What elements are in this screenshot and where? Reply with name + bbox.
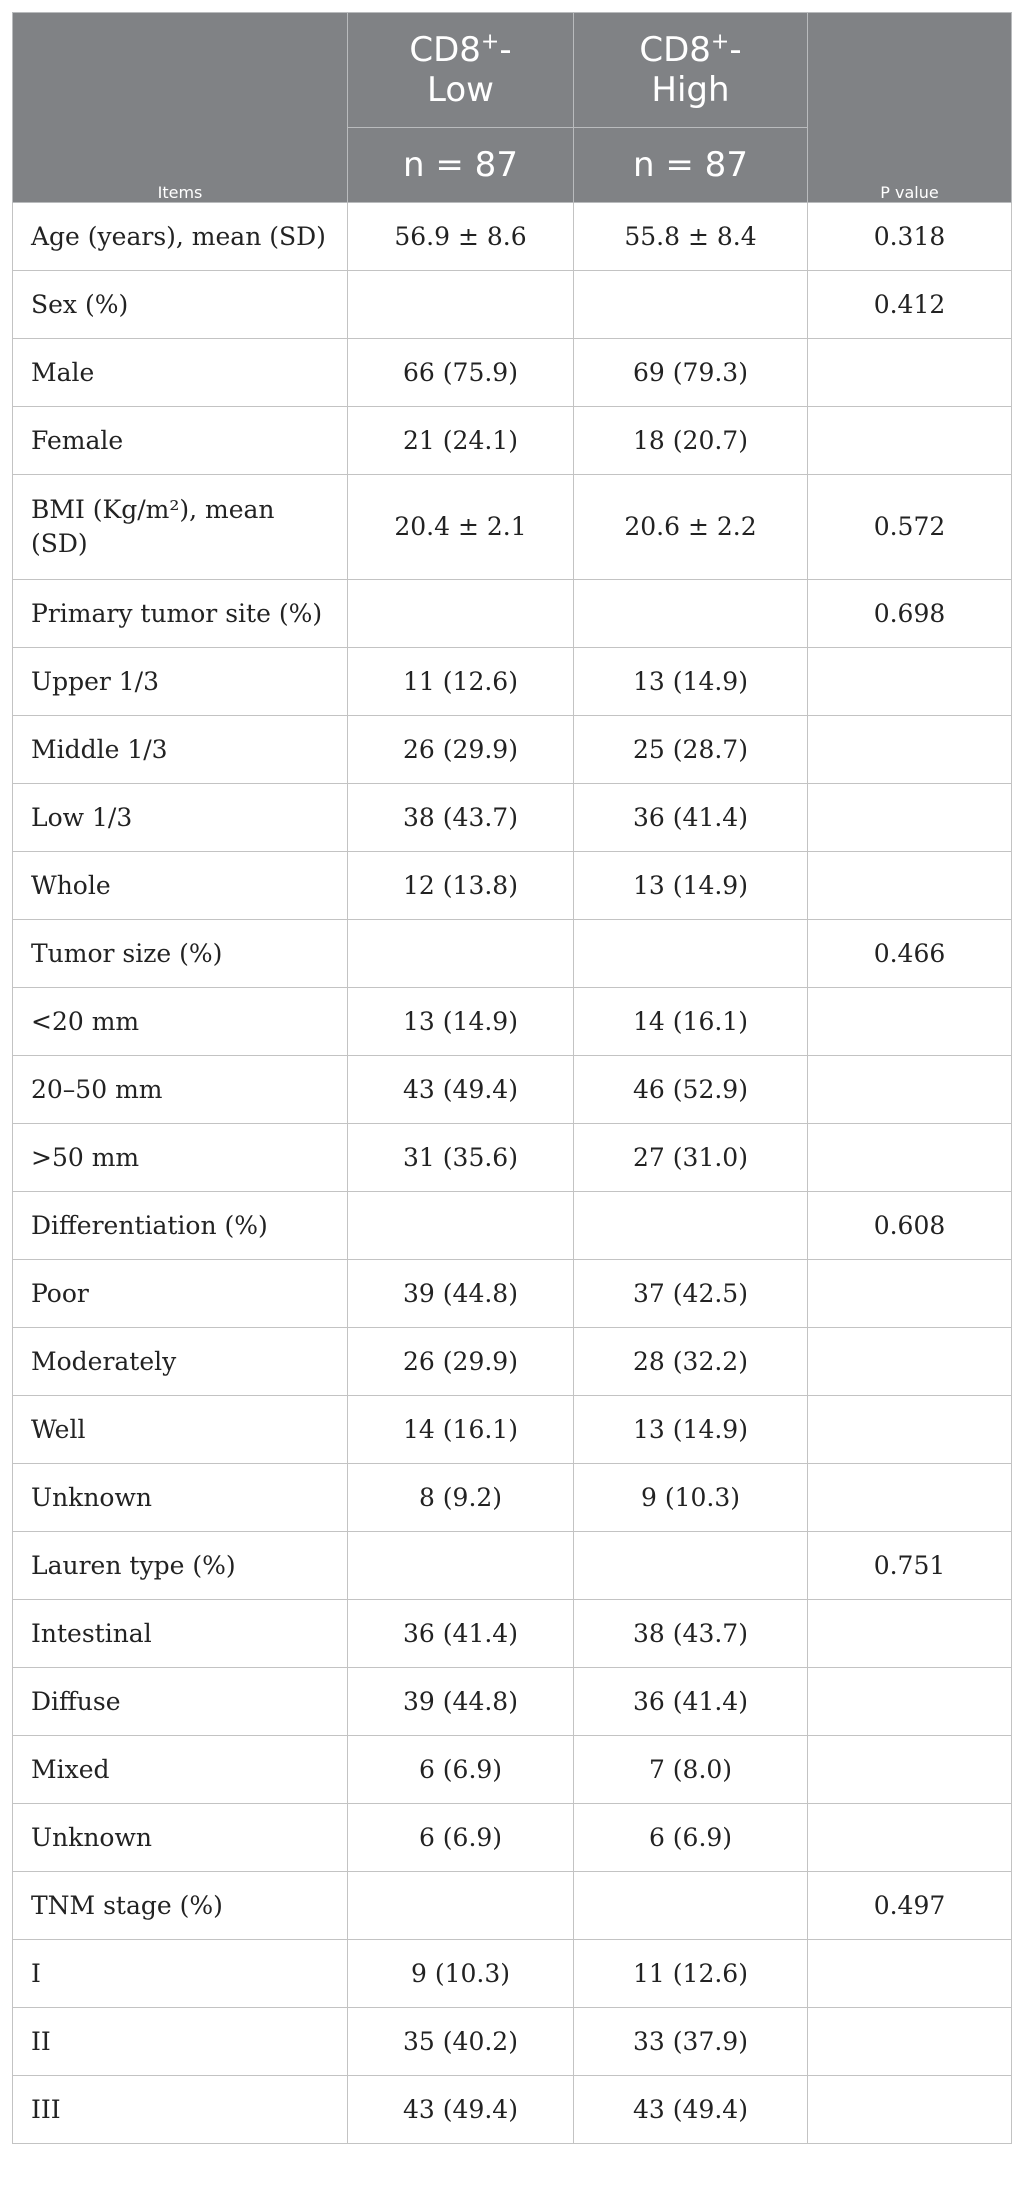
table-row (13, 716, 1012, 784)
cell-p-value (808, 784, 1012, 852)
header-n-low: n = 87 (348, 128, 574, 203)
cell-item: Female (13, 407, 348, 475)
cell-cd8-low: 66 (75.9) (348, 339, 574, 407)
header-cd8-high-sup: + (710, 29, 730, 55)
cell-cd8-low: 39 (44.8) (348, 1668, 574, 1736)
cell-item: Low 1/3 (13, 784, 348, 852)
cell-cd8-high (574, 1872, 808, 1940)
cell-cd8-low: 56.9 ± 8.6 (348, 203, 574, 271)
cell-cd8-low (348, 580, 574, 648)
cell-p-value: 0.698 (808, 580, 1012, 648)
table-row (13, 1940, 1012, 2008)
cell-cd8-low: 8 (9.2) (348, 1464, 574, 1532)
cell-item: Differentiation (%) (13, 1192, 348, 1260)
cell-cd8-high (574, 1532, 808, 1600)
cell-cd8-low: 43 (49.4) (348, 2076, 574, 2144)
cell-cd8-high: 69 (79.3) (574, 339, 808, 407)
cell-item: <20 mm (13, 988, 348, 1056)
cell-cd8-low (348, 1192, 574, 1260)
header-cd8-low (348, 13, 574, 128)
table-row (13, 580, 1012, 648)
cell-item: Poor (13, 1260, 348, 1328)
header-cd8-low-sup: + (480, 29, 500, 55)
table-row (13, 407, 1012, 475)
table-row (13, 988, 1012, 1056)
cell-item: Lauren type (%) (13, 1532, 348, 1600)
cell-cd8-low (348, 920, 574, 988)
cell-item: III (13, 2076, 348, 2144)
header-p-value: P value (808, 13, 1012, 203)
table-header (13, 13, 1012, 203)
cell-cd8-low: 14 (16.1) (348, 1396, 574, 1464)
cell-cd8-high (574, 920, 808, 988)
cell-p-value (808, 716, 1012, 784)
table-row (13, 1600, 1012, 1668)
table-row (13, 1872, 1012, 1940)
header-cd8-low-dash: - (499, 30, 512, 70)
table-row (13, 339, 1012, 407)
cell-item: I (13, 1940, 348, 2008)
cell-p-value: 0.412 (808, 271, 1012, 339)
baseline-characteristics-table (12, 12, 1012, 2144)
cell-item: Male (13, 339, 348, 407)
cell-p-value (808, 407, 1012, 475)
cell-cd8-high: 27 (31.0) (574, 1124, 808, 1192)
cell-p-value (808, 1260, 1012, 1328)
cell-p-value (808, 1396, 1012, 1464)
cell-p-value: 0.497 (808, 1872, 1012, 1940)
table-row (13, 271, 1012, 339)
cell-cd8-high: 14 (16.1) (574, 988, 808, 1056)
header-cd8-high-dash: - (729, 30, 742, 70)
cell-cd8-low (348, 1532, 574, 1600)
cell-cd8-low: 20.4 ± 2.1 (348, 475, 574, 580)
cell-cd8-high: 33 (37.9) (574, 2008, 808, 2076)
cell-cd8-high: 43 (49.4) (574, 2076, 808, 2144)
header-cd8-low-suffix: Low (427, 70, 494, 110)
cell-p-value (808, 648, 1012, 716)
cell-cd8-high: 36 (41.4) (574, 784, 808, 852)
cell-p-value (808, 339, 1012, 407)
table-row (13, 920, 1012, 988)
header-cd8-low-label: CD8 (409, 30, 481, 70)
cell-item: TNM stage (%) (13, 1872, 348, 1940)
cell-item: Diffuse (13, 1668, 348, 1736)
cell-cd8-high: 37 (42.5) (574, 1260, 808, 1328)
cell-item: Well (13, 1396, 348, 1464)
table-row (13, 475, 1012, 580)
table-row (13, 784, 1012, 852)
cell-item: Intestinal (13, 1600, 348, 1668)
table-body (13, 203, 1012, 2144)
table-row (13, 1532, 1012, 1600)
table-row (13, 203, 1012, 271)
header-cd8-high (574, 13, 808, 128)
table-row (13, 1192, 1012, 1260)
cell-cd8-low: 21 (24.1) (348, 407, 574, 475)
cell-cd8-high (574, 271, 808, 339)
cell-p-value (808, 1736, 1012, 1804)
cell-cd8-low: 9 (10.3) (348, 1940, 574, 2008)
table-row (13, 1668, 1012, 1736)
cell-cd8-high (574, 1192, 808, 1260)
table-row (13, 1124, 1012, 1192)
cell-item: Unknown (13, 1804, 348, 1872)
cell-cd8-low: 35 (40.2) (348, 2008, 574, 2076)
cell-item: Tumor size (%) (13, 920, 348, 988)
cell-cd8-low: 38 (43.7) (348, 784, 574, 852)
cell-p-value: 0.608 (808, 1192, 1012, 1260)
cell-cd8-low: 31 (35.6) (348, 1124, 574, 1192)
cell-cd8-low: 13 (14.9) (348, 988, 574, 1056)
cell-item: Upper 1/3 (13, 648, 348, 716)
cell-p-value: 0.318 (808, 203, 1012, 271)
table-row (13, 1056, 1012, 1124)
cell-item: Whole (13, 852, 348, 920)
cell-p-value (808, 852, 1012, 920)
table-row (13, 1804, 1012, 1872)
cell-item: Middle 1/3 (13, 716, 348, 784)
cell-p-value (808, 1124, 1012, 1192)
cell-p-value (808, 1056, 1012, 1124)
table-row (13, 1328, 1012, 1396)
cell-p-value (808, 988, 1012, 1056)
header-row-top (13, 13, 1012, 128)
header-cd8-high-label: CD8 (639, 30, 711, 70)
cell-cd8-high: 7 (8.0) (574, 1736, 808, 1804)
cell-cd8-high: 28 (32.2) (574, 1328, 808, 1396)
cell-p-value: 0.751 (808, 1532, 1012, 1600)
cell-p-value: 0.466 (808, 920, 1012, 988)
header-items: Items (13, 13, 348, 203)
cell-cd8-low: 12 (13.8) (348, 852, 574, 920)
table-row (13, 1260, 1012, 1328)
cell-p-value (808, 1668, 1012, 1736)
cell-p-value (808, 1600, 1012, 1668)
table-row (13, 1464, 1012, 1532)
header-n-high: n = 87 (574, 128, 808, 203)
cell-cd8-high: 18 (20.7) (574, 407, 808, 475)
cell-cd8-high: 38 (43.7) (574, 1600, 808, 1668)
table-row (13, 2076, 1012, 2144)
cell-cd8-low (348, 271, 574, 339)
cell-cd8-low: 43 (49.4) (348, 1056, 574, 1124)
cell-item: Mixed (13, 1736, 348, 1804)
cell-cd8-low: 39 (44.8) (348, 1260, 574, 1328)
header-cd8-high-suffix: High (651, 70, 730, 110)
cell-cd8-low: 26 (29.9) (348, 716, 574, 784)
cell-cd8-high: 46 (52.9) (574, 1056, 808, 1124)
cell-cd8-high: 13 (14.9) (574, 852, 808, 920)
table-row (13, 1736, 1012, 1804)
cell-item: >50 mm (13, 1124, 348, 1192)
cell-p-value: 0.572 (808, 475, 1012, 580)
cell-p-value (808, 2008, 1012, 2076)
table-row (13, 852, 1012, 920)
cell-p-value (808, 1328, 1012, 1396)
cell-cd8-high: 9 (10.3) (574, 1464, 808, 1532)
cell-cd8-low: 6 (6.9) (348, 1736, 574, 1804)
cell-p-value (808, 1804, 1012, 1872)
table-row (13, 2008, 1012, 2076)
cell-cd8-low: 26 (29.9) (348, 1328, 574, 1396)
cell-cd8-high (574, 580, 808, 648)
cell-p-value (808, 1464, 1012, 1532)
cell-cd8-low: 36 (41.4) (348, 1600, 574, 1668)
cell-cd8-high: 6 (6.9) (574, 1804, 808, 1872)
cell-cd8-high: 20.6 ± 2.2 (574, 475, 808, 580)
cell-cd8-high: 25 (28.7) (574, 716, 808, 784)
cell-item: Sex (%) (13, 271, 348, 339)
cell-cd8-high: 55.8 ± 8.4 (574, 203, 808, 271)
cell-cd8-low: 11 (12.6) (348, 648, 574, 716)
cell-cd8-high: 11 (12.6) (574, 1940, 808, 2008)
cell-cd8-low: 6 (6.9) (348, 1804, 574, 1872)
table-row (13, 648, 1012, 716)
cell-cd8-high: 13 (14.9) (574, 1396, 808, 1464)
cell-item: II (13, 2008, 348, 2076)
cell-item: Moderately (13, 1328, 348, 1396)
cell-cd8-low (348, 1872, 574, 1940)
cell-p-value (808, 2076, 1012, 2144)
table-row (13, 1396, 1012, 1464)
cell-p-value (808, 1940, 1012, 2008)
cell-item: 20–50 mm (13, 1056, 348, 1124)
cell-item: Age (years), mean (SD) (13, 203, 348, 271)
cell-item: BMI (Kg/m²), mean (SD) (13, 475, 348, 580)
cell-cd8-high: 13 (14.9) (574, 648, 808, 716)
cell-cd8-high: 36 (41.4) (574, 1668, 808, 1736)
cell-item: Primary tumor site (%) (13, 580, 348, 648)
cell-item: Unknown (13, 1464, 348, 1532)
